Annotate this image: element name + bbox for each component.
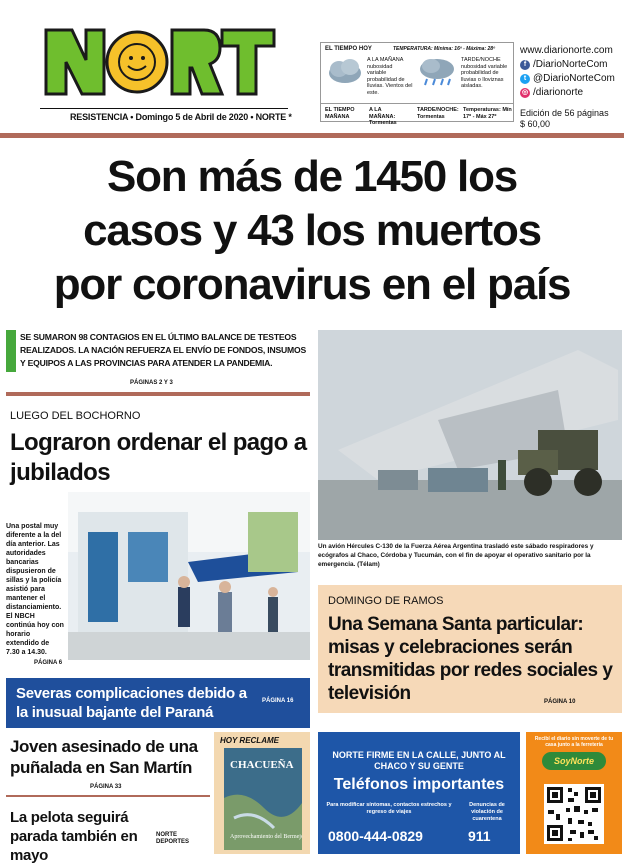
deportes-label: NORTE DEPORTES xyxy=(156,832,190,845)
weather-tomorrow-temps: Temperaturas: Mín 17º - Máx 27º xyxy=(463,107,512,120)
telefonos-title: Teléfonos importantes xyxy=(333,776,505,793)
promo-box[interactable] xyxy=(526,732,622,854)
promo-text: Recibí el diario sin moverte de tu casa junto a la ferretería xyxy=(534,736,614,748)
weather-tomorrow-morning: A LA MAÑANA: Tormentas xyxy=(369,107,397,126)
parana-headline: Severas complicaciones debido a la inusual bajante del Paraná xyxy=(16,685,247,721)
twitter-icon: t xyxy=(520,74,530,84)
sanmartin-page: PÁGINA 33 xyxy=(90,784,122,790)
section-divider-2 xyxy=(6,795,210,797)
edition-price: $ 60,00 xyxy=(520,119,551,129)
weather-morning: A LA MAÑANA nubosidad variable probabilidad de lluvias. Vientos del este. xyxy=(367,57,413,96)
contact-info xyxy=(520,44,624,100)
qr-code-icon xyxy=(544,784,604,844)
edition-pages: Edición de 56 páginas xyxy=(520,108,609,118)
weather-afternoon: TARDE/NOCHE nubosidad variable probabilidad de lluvias o lloviznas aisladas. xyxy=(461,57,508,89)
weather-tomorrow-label: EL TIEMPO MAÑANA xyxy=(325,107,355,120)
promo-brand: SoyNorte xyxy=(542,752,606,770)
subhead-accent-bar xyxy=(6,330,16,372)
edition-info xyxy=(520,108,609,130)
telefonos-box xyxy=(318,732,520,854)
rain-cloud-icon xyxy=(417,57,457,91)
jubilados-kicker: LUEGO DEL BOCHORNO xyxy=(10,410,141,422)
subhead-pages: PÁGINAS 2 Y 3 xyxy=(130,380,173,386)
cloud-icon xyxy=(327,57,363,89)
jubilados-page: PÁGINA 6 xyxy=(34,660,63,666)
chacuena-subtitle: Aprovechamiento del Bermejo xyxy=(230,834,302,840)
masthead-rule xyxy=(40,108,288,109)
semana-santa-page: PÁGINA 10 xyxy=(544,699,576,705)
pelota-headline[interactable]: La pelota seguirá parada también en mayo xyxy=(10,809,138,864)
telefonos-slogan: NORTE FIRME EN LA CALLE, JUNTO AL CHACO Y SU GENTE xyxy=(332,750,506,771)
hercules-caption: Un avión Hércules C-130 de la Fuerza Aérea Argentina trasladó este sábado respiradores y ecógrafos al Chaco, Córdoba y Tucumán, con el fin de apoyar el operativo sanitario por la emergencia. (Télam) xyxy=(318,543,594,568)
subhead-text: SE SUMARON 98 CONTAGIOS EN EL ÚLTIMO BALANCE DE TESTEOS REALIZADOS. LA NACIÓN REFUERZA EL ENVÍO DE FONDOS, INSUMOS Y EQUIPOS A LAS PROVINCIAS PARA ATENDER LA PANDEMIA. xyxy=(20,332,307,368)
semana-santa-box[interactable] xyxy=(318,585,622,713)
headline-line-3: por coronavirus en el país xyxy=(53,260,571,309)
weather-title: EL TIEMPO HOY xyxy=(325,46,372,52)
bank-caption: Una postal muy diferente a la del día anterior. Las autoridades bancarias dispusieron de sillas y la policía asistió para mantener el distanciamiento. El NBCH continúa hoy con horario extendido de 7.30 a 14.30. xyxy=(6,523,64,656)
weather-tomorrow-afternoon: TARDE/NOCHE: Tormentas xyxy=(417,107,459,120)
jubilados-headline[interactable]: Lograron ordenar el pago a jubilados xyxy=(10,429,307,486)
bank-photo xyxy=(68,492,310,660)
main-headline[interactable] xyxy=(0,150,624,312)
facebook-link[interactable]: f /DiarioNorteCom xyxy=(520,58,624,72)
parana-page: PÁGINA 16 xyxy=(262,698,294,704)
weather-box xyxy=(320,42,514,126)
dateline: RESISTENCIA • Domingo 5 de Abril de 2020 • NORTE * xyxy=(70,112,292,122)
semana-santa-headline: Una Semana Santa particular: misas y celebraciones serán transmitidas por redes sociales y televisión xyxy=(328,614,613,704)
hoy-reclame-label: HOY RECLAME xyxy=(220,736,279,745)
chacuena-title: CHACUEÑA xyxy=(230,759,294,771)
facebook-icon: f xyxy=(520,60,530,70)
telefonos-left-desc: Para modificar síntomas, contactos estrechos y regreso de viajes xyxy=(326,802,452,815)
telefonos-right-number[interactable]: 911 xyxy=(468,828,491,844)
hercules-photo xyxy=(318,330,622,540)
instagram-link[interactable]: ◎ /diarionorte xyxy=(521,87,584,98)
sanmartin-headline[interactable]: Joven asesinado de una puñalada en San Martín xyxy=(10,737,198,777)
weather-tomorrow-row xyxy=(321,103,513,126)
norte-logo-art xyxy=(42,20,278,100)
masthead-bar xyxy=(0,133,624,138)
weather-temps: TEMPERATURA: Mínima: 16º - Máxima: 28º xyxy=(393,46,495,52)
norte-logo xyxy=(42,20,278,100)
parana-box[interactable] xyxy=(6,678,310,728)
chacuena-cover xyxy=(224,748,302,850)
semana-santa-kicker: DOMINGO DE RAMOS xyxy=(328,595,444,607)
headline-line-1: Son más de 1450 los xyxy=(106,152,518,201)
twitter-link[interactable]: t @DiarioNorteCom xyxy=(520,72,624,86)
section-divider xyxy=(6,392,310,396)
instagram-icon: ◎ xyxy=(521,89,529,96)
headline-line-2: casos y 43 los muertos xyxy=(83,206,541,255)
website-link[interactable]: www.diarionorte.com xyxy=(520,45,613,56)
telefonos-left-number[interactable]: 0800-444-0829 xyxy=(328,828,423,844)
telefonos-right-desc: Denuncias de violación de cuarentena xyxy=(469,802,505,822)
hoy-reclame-box[interactable] xyxy=(214,732,310,854)
